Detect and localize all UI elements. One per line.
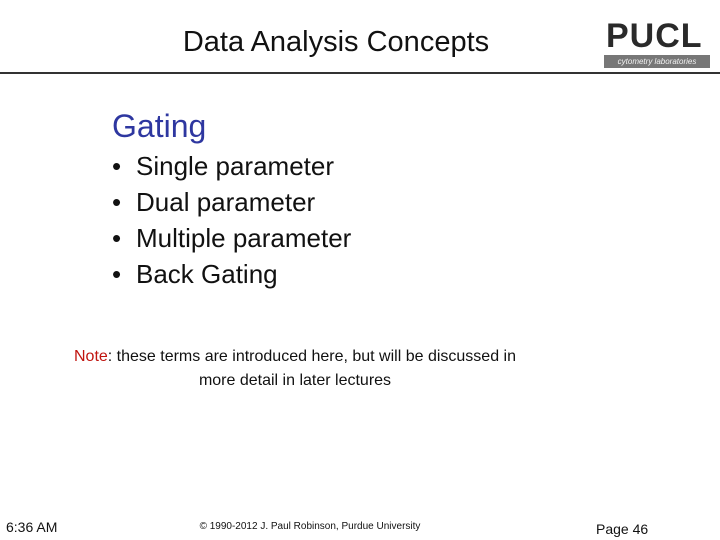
note-text: : these terms are introduced here, but will be discussed in: [107, 348, 516, 365]
bullet-item: [112, 148, 351, 184]
page-number: Page 46: [596, 521, 649, 537]
logo-subtext: cytometry laboratories: [617, 57, 697, 66]
header-divider: [0, 72, 720, 74]
bullet-list: [112, 148, 351, 292]
bullet-marker: •: [112, 223, 122, 253]
bullet-marker: •: [112, 151, 122, 181]
note-line-1: [0, 345, 590, 369]
bullet-text: Back Gating: [136, 259, 278, 289]
slide-title: Data Analysis Concepts: [182, 26, 490, 58]
bullet-text: Dual parameter: [136, 187, 316, 217]
bullet-item: [112, 184, 351, 220]
pucl-logo: [604, 18, 710, 68]
bullet-marker: •: [112, 259, 122, 289]
section-heading: Gating: [112, 108, 207, 144]
logo-text: PUCL: [606, 17, 703, 55]
note: [0, 345, 590, 393]
note-line-2: more detail in later lectures: [198, 372, 392, 389]
bullet-item: [112, 220, 351, 256]
footer-copyright: © 1990-2012 J. Paul Robinson, Purdue University: [199, 521, 421, 532]
bullet-text: Single parameter: [136, 151, 334, 181]
bullet-text: Multiple parameter: [136, 223, 352, 253]
bullet-item: [112, 256, 351, 292]
note-label: Note: [73, 348, 108, 365]
footer-time: 6:36 AM: [6, 519, 58, 535]
bullet-marker: •: [112, 187, 122, 217]
